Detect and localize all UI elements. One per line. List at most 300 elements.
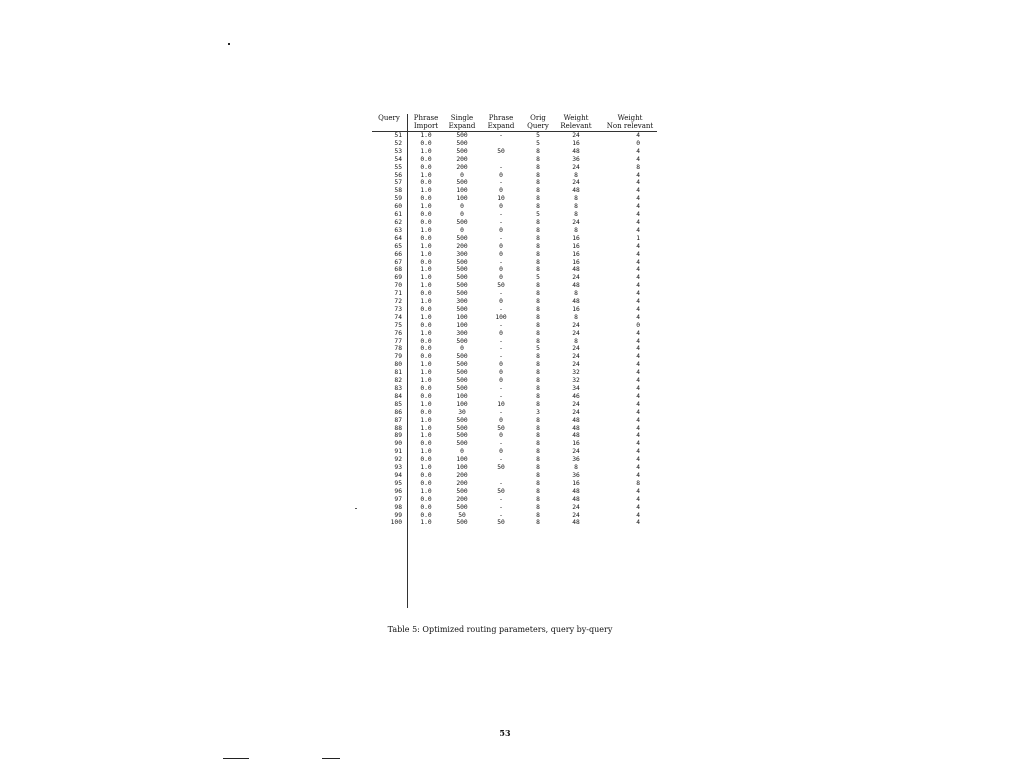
cell-phrase-expand: - [499,179,503,187]
cell-orig-query: 8 [536,495,540,503]
cell-phrase-import: 0.0 [420,139,432,147]
cell-phrase-import: 0.0 [420,456,432,464]
cell-phrase-expand: - [499,385,503,392]
cell-single-expand: 100 [456,400,468,408]
cell-phrase-expand: 0 [499,274,503,282]
cell-orig-query: 8 [536,242,540,250]
table-body [370,132,660,527]
header-query: Query [378,114,400,122]
cell-query: 91 [394,448,402,456]
cell-weight-relevant: 36 [572,155,580,163]
cell-orig-query: 8 [536,290,540,298]
table-row [370,496,660,504]
cell-weight-nonrelevant: 4 [636,353,640,361]
cell-orig-query: 5 [536,345,540,353]
cell-orig-query: 8 [536,329,540,337]
cell-query: 61 [394,211,402,219]
cell-phrase-expand: - [499,132,503,139]
cell-phrase-import: 0.0 [420,471,432,479]
table-row [370,306,660,314]
cell-weight-relevant: 16 [572,250,580,258]
cell-orig-query: 8 [536,313,540,321]
cell-weight-relevant: 48 [572,424,580,432]
cell-single-expand: 100 [456,321,468,329]
cell-query: 78 [394,345,402,353]
cell-weight-nonrelevant: 4 [636,519,640,527]
table-row [370,314,660,322]
cell-single-expand: 500 [456,353,468,361]
cell-phrase-expand: - [499,305,503,313]
table-row [370,235,660,243]
cell-phrase-expand: 0 [499,298,503,306]
cell-weight-nonrelevant: 4 [636,298,640,306]
table-row [370,274,660,282]
cell-single-expand: 500 [456,424,468,432]
cell-weight-nonrelevant: 4 [636,132,640,139]
table-row [370,504,660,512]
cell-query: 76 [394,329,402,337]
cell-weight-nonrelevant: 4 [636,313,640,321]
cell-phrase-import: 0.0 [420,385,432,392]
cell-single-expand: 500 [456,440,468,448]
cell-phrase-expand: 50 [497,147,505,155]
table-row [370,385,660,393]
cell-weight-nonrelevant: 4 [636,337,640,345]
cell-weight-relevant: 16 [572,440,580,448]
cell-single-expand: 100 [456,195,468,203]
cell-weight-relevant: 32 [572,369,580,377]
cell-single-expand: 200 [456,495,468,503]
cell-phrase-import: 1.0 [420,266,432,274]
cell-query: 97 [394,495,402,503]
cell-phrase-expand: 10 [497,400,505,408]
cell-orig-query: 8 [536,448,540,456]
cell-weight-nonrelevant: 4 [636,345,640,353]
cell-phrase-expand: - [499,321,503,329]
cell-phrase-import: 1.0 [420,448,432,456]
cell-weight-nonrelevant: 4 [636,392,640,400]
cell-weight-relevant: 24 [572,218,580,226]
cell-query: 75 [394,321,402,329]
cell-single-expand: 500 [456,132,468,139]
header-phrase-import: Phrase Import [413,114,439,130]
header-phrase-expand: Phrase Expand [487,114,515,130]
cell-query: 70 [394,282,402,290]
cell-weight-relevant: 36 [572,471,580,479]
cell-weight-nonrelevant: 4 [636,471,640,479]
cell-phrase-import: 0.0 [420,495,432,503]
cell-orig-query: 8 [536,392,540,400]
cell-orig-query: 5 [536,139,540,147]
cell-single-expand: 500 [456,369,468,377]
cell-phrase-expand: 100 [495,313,507,321]
cell-orig-query: 8 [536,179,540,187]
cell-weight-nonrelevant: 4 [636,242,640,250]
table-row [370,243,660,251]
cell-phrase-import: 0.0 [420,392,432,400]
cell-weight-relevant: 46 [572,392,580,400]
table-row [370,156,660,164]
cell-weight-relevant: 8 [574,211,578,219]
table-row [370,425,660,433]
cell-single-expand: 50 [458,511,466,519]
cell-phrase-expand: - [499,511,503,519]
cell-single-expand: 100 [456,464,468,472]
cell-single-expand: 500 [456,179,468,187]
cell-weight-nonrelevant: 4 [636,171,640,179]
cell-orig-query: 8 [536,353,540,361]
cell-phrase-expand: 50 [497,464,505,472]
cell-phrase-expand: - [499,234,503,242]
cell-single-expand: 300 [456,250,468,258]
cell-orig-query: 5 [536,211,540,219]
cell-phrase-expand: - [499,479,503,487]
cell-weight-nonrelevant: 4 [636,495,640,503]
cell-query: 65 [394,242,402,250]
cell-phrase-import: 1.0 [420,519,432,527]
cell-orig-query: 8 [536,377,540,385]
cell-phrase-expand: 0 [499,187,503,195]
table-row [370,330,660,338]
cell-weight-nonrelevant: 4 [636,155,640,163]
table-row [370,148,660,156]
cell-query: 83 [394,385,402,392]
cell-single-expand: 200 [456,163,468,171]
cell-query: 84 [394,392,402,400]
cell-query: 88 [394,424,402,432]
table-row [370,195,660,203]
cell-weight-nonrelevant: 4 [636,361,640,369]
cell-weight-relevant: 48 [572,282,580,290]
cell-orig-query: 8 [536,440,540,448]
cell-weight-relevant: 48 [572,495,580,503]
cell-single-expand: 0 [460,171,464,179]
cell-weight-nonrelevant: 4 [636,424,640,432]
cell-single-expand: 500 [456,274,468,282]
table-row [370,393,660,401]
cell-phrase-import: 1.0 [420,329,432,337]
cell-weight-nonrelevant: 4 [636,448,640,456]
page-number: 53 [499,728,511,738]
table-row [370,203,660,211]
cell-query: 93 [394,464,402,472]
cell-phrase-expand: - [499,290,503,298]
cell-single-expand: 0 [460,203,464,211]
cell-phrase-expand: 50 [497,282,505,290]
cell-phrase-import: 1.0 [420,171,432,179]
cell-phrase-expand: 0 [499,203,503,211]
table-row [370,219,660,227]
cell-phrase-expand: 50 [497,519,505,527]
cell-weight-relevant: 16 [572,242,580,250]
cell-orig-query: 8 [536,503,540,511]
cell-orig-query: 8 [536,519,540,527]
table-row [370,290,660,298]
cell-single-expand: 200 [456,155,468,163]
cell-weight-nonrelevant: 4 [636,416,640,424]
cell-single-expand: 30 [458,408,466,416]
table-row [370,401,660,409]
cell-query: 74 [394,313,402,321]
cell-single-expand: 500 [456,416,468,424]
cell-orig-query: 8 [536,147,540,155]
cell-query: 67 [394,258,402,266]
header-weight-relevant: Weight Relevant [560,114,592,130]
cell-query: 89 [394,432,402,440]
cell-query: 58 [394,187,402,195]
cell-single-expand: 0 [460,345,464,353]
cell-single-expand: 500 [456,266,468,274]
cell-query: 56 [394,171,402,179]
table-row [370,227,660,235]
scan-speck [355,508,357,509]
cell-weight-relevant: 8 [574,203,578,211]
cell-weight-relevant: 24 [572,321,580,329]
cell-weight-nonrelevant: 4 [636,408,640,416]
cell-single-expand: 500 [456,290,468,298]
cell-weight-relevant: 8 [574,337,578,345]
table-row [370,164,660,172]
cell-weight-nonrelevant: 4 [636,503,640,511]
cell-weight-relevant: 16 [572,479,580,487]
cell-single-expand: 200 [456,242,468,250]
cell-weight-relevant: 8 [574,226,578,234]
footer-rule [322,758,340,759]
cell-orig-query: 8 [536,155,540,163]
cell-single-expand: 500 [456,377,468,385]
cell-weight-nonrelevant: 4 [636,147,640,155]
table-row [370,259,660,267]
cell-weight-relevant: 16 [572,234,580,242]
cell-query: 71 [394,290,402,298]
cell-phrase-import: 1.0 [420,432,432,440]
cell-phrase-expand: - [499,353,503,361]
cell-weight-nonrelevant: 4 [636,432,640,440]
cell-weight-relevant: 8 [574,171,578,179]
table-row [370,353,660,361]
cell-phrase-expand: 0 [499,448,503,456]
cell-phrase-import: 0.0 [420,163,432,171]
table-row [370,464,660,472]
cell-orig-query: 8 [536,337,540,345]
cell-single-expand: 100 [456,187,468,195]
cell-weight-nonrelevant: 4 [636,369,640,377]
table-row [370,211,660,219]
cell-weight-relevant: 24 [572,274,580,282]
cell-weight-nonrelevant: 4 [636,487,640,495]
cell-query: 64 [394,234,402,242]
cell-phrase-expand: 0 [499,250,503,258]
table-row [370,472,660,480]
cell-orig-query: 8 [536,234,540,242]
cell-orig-query: 8 [536,305,540,313]
cell-orig-query: 8 [536,369,540,377]
cell-single-expand: 500 [456,361,468,369]
cell-orig-query: 5 [536,132,540,139]
cell-weight-relevant: 24 [572,511,580,519]
cell-phrase-import: 0.0 [420,321,432,329]
cell-weight-relevant: 48 [572,519,580,527]
table-row [370,172,660,180]
cell-orig-query: 8 [536,471,540,479]
cell-phrase-import: 0.0 [420,408,432,416]
cell-weight-nonrelevant: 4 [636,226,640,234]
cell-weight-nonrelevant: 4 [636,211,640,219]
cell-single-expand: 0 [460,448,464,456]
cell-weight-nonrelevant: 4 [636,195,640,203]
cell-orig-query: 8 [536,250,540,258]
cell-single-expand: 500 [456,139,468,147]
cell-phrase-import: 0.0 [420,305,432,313]
cell-orig-query: 8 [536,187,540,195]
table-row [370,440,660,448]
cell-weight-relevant: 48 [572,298,580,306]
cell-phrase-expand: 0 [499,361,503,369]
cell-query: 92 [394,456,402,464]
cell-query: 63 [394,226,402,234]
cell-weight-nonrelevant: 4 [636,511,640,519]
table-row [370,132,660,140]
cell-query: 68 [394,266,402,274]
cell-phrase-expand: 50 [497,487,505,495]
cell-query: 86 [394,408,402,416]
cell-orig-query: 8 [536,203,540,211]
cell-single-expand: 500 [456,282,468,290]
cell-query: 94 [394,471,402,479]
cell-weight-relevant: 24 [572,408,580,416]
cell-phrase-import: 0.0 [420,155,432,163]
cell-query: 69 [394,274,402,282]
cell-phrase-import: 1.0 [420,377,432,385]
table-row [370,456,660,464]
table-row [370,266,660,274]
cell-weight-nonrelevant: 4 [636,385,640,392]
cell-orig-query: 8 [536,432,540,440]
table-row [370,298,660,306]
cell-query: 72 [394,298,402,306]
cell-phrase-expand: - [499,503,503,511]
cell-phrase-import: 0.0 [420,234,432,242]
table-row [370,512,660,520]
table-caption: Table 5: Optimized routing parameters, query by-query [387,625,613,634]
cell-weight-nonrelevant: 0 [636,321,640,329]
cell-phrase-expand: 0 [499,416,503,424]
cell-weight-relevant: 32 [572,377,580,385]
table-row [370,480,660,488]
cell-phrase-expand: 0 [499,432,503,440]
cell-single-expand: 500 [456,218,468,226]
cell-phrase-import: 0.0 [420,290,432,298]
cell-query: 98 [394,503,402,511]
cell-query: 85 [394,400,402,408]
cell-phrase-import: 1.0 [420,487,432,495]
cell-weight-relevant: 16 [572,305,580,313]
cell-weight-nonrelevant: 4 [636,377,640,385]
cell-weight-nonrelevant: 4 [636,329,640,337]
cell-query: 90 [394,440,402,448]
cell-orig-query: 8 [536,400,540,408]
cell-orig-query: 8 [536,195,540,203]
cell-weight-nonrelevant: 8 [636,163,640,171]
cell-weight-nonrelevant: 4 [636,400,640,408]
cell-weight-relevant: 24 [572,503,580,511]
cell-phrase-expand: - [499,408,503,416]
cell-phrase-expand: 50 [497,424,505,432]
cell-weight-relevant: 24 [572,132,580,139]
cell-phrase-import: 0.0 [420,195,432,203]
cell-single-expand: 200 [456,479,468,487]
cell-weight-relevant: 48 [572,487,580,495]
cell-orig-query: 8 [536,487,540,495]
cell-phrase-expand: - [499,337,503,345]
cell-orig-query: 8 [536,424,540,432]
cell-weight-nonrelevant: 4 [636,266,640,274]
cell-weight-nonrelevant: 8 [636,479,640,487]
cell-phrase-import: 0.0 [420,337,432,345]
cell-query: 100 [390,519,402,527]
cell-phrase-import: 0.0 [420,258,432,266]
cell-query: 52 [394,139,402,147]
cell-phrase-expand: 0 [499,377,503,385]
cell-phrase-import: 1.0 [420,274,432,282]
cell-single-expand: 500 [456,432,468,440]
cell-orig-query: 8 [536,171,540,179]
cell-phrase-import: 1.0 [420,187,432,195]
header-rule [372,131,657,132]
table-row [370,369,660,377]
cell-orig-query: 8 [536,298,540,306]
cell-weight-relevant: 24 [572,448,580,456]
table-row [370,345,660,353]
cell-phrase-import: 0.0 [420,218,432,226]
cell-single-expand: 500 [456,234,468,242]
table-row [370,448,660,456]
cell-weight-nonrelevant: 4 [636,203,640,211]
cell-query: 80 [394,361,402,369]
cell-weight-nonrelevant: 4 [636,187,640,195]
cell-phrase-expand: - [499,163,503,171]
cell-orig-query: 3 [536,408,540,416]
cell-single-expand: 500 [456,147,468,155]
cell-orig-query: 8 [536,163,540,171]
cell-weight-nonrelevant: 4 [636,258,640,266]
cell-weight-relevant: 24 [572,353,580,361]
cell-weight-relevant: 16 [572,258,580,266]
cell-phrase-expand: 0 [499,242,503,250]
cell-phrase-import: 0.0 [420,211,432,219]
cell-orig-query: 8 [536,266,540,274]
cell-orig-query: 8 [536,385,540,392]
cell-query: 87 [394,416,402,424]
cell-weight-relevant: 16 [572,139,580,147]
cell-phrase-import: 0.0 [420,479,432,487]
table-row [370,338,660,346]
footer-rule [223,758,249,759]
cell-weight-relevant: 24 [572,400,580,408]
cell-weight-relevant: 24 [572,345,580,353]
cell-orig-query: 8 [536,282,540,290]
cell-query: 66 [394,250,402,258]
cell-phrase-import: 1.0 [420,147,432,155]
cell-phrase-import: 0.0 [420,440,432,448]
cell-query: 81 [394,369,402,377]
cell-weight-relevant: 24 [572,361,580,369]
table-row [370,140,660,148]
table-row [370,417,660,425]
table-row [370,409,660,417]
cell-weight-nonrelevant: 4 [636,179,640,187]
cell-phrase-expand: 0 [499,266,503,274]
